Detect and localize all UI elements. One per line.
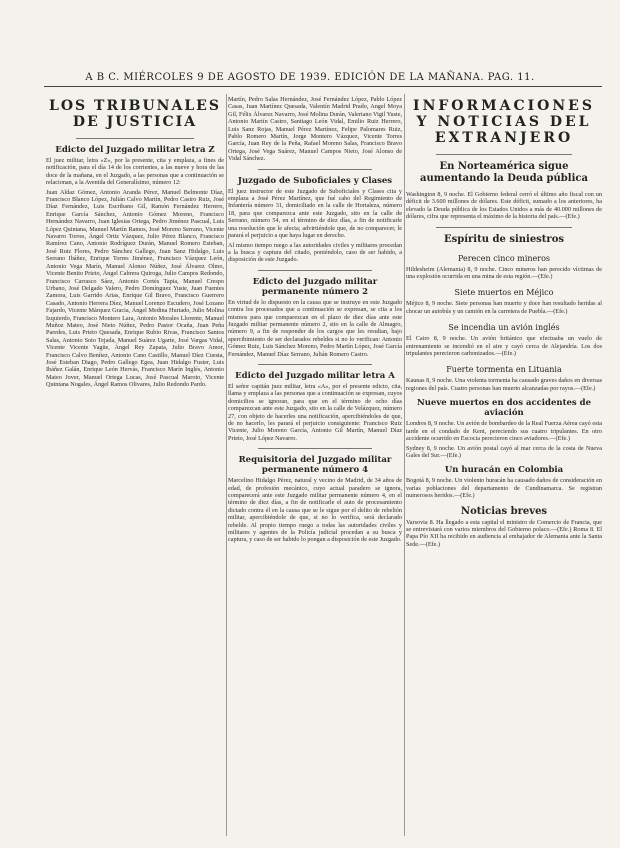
article-body: Martín, Pedro Salas Hernández, José Fernández López, Pablo López Casas, Juan Martínez Quesada, Valentín Madrid Prado, Angel Moya Gil, Félix Álvarez Navarro, José Molina Durán, Valeriano Vigil Yuste, Antonio Martín Castro, Santiago León Vidal, Emilio Ruiz Herrero, Luis Sanz Rojas, Manuel Pérez Martínez, Felipe Palomares Ruiz, Pablo Romero Martín, Jorge Montero Vázquez, Vicente Torres García, Juan Rey de la Peña, Rafael Moreno Salas, Francisco Bravo Ortega, José Vega Suárez, Manuel Campos Nieto, José Alonso de Vidal Sánchez.: [228, 96, 402, 163]
section-headline: LOS TRIBUNALES DE JUSTICIA: [49, 98, 221, 130]
article-body: En virtud de lo dispuesto en la causa que se instruye en este Juzgado contra los procesados que a continuación se expresan, se cita a los mismos para que comparezcan en el plazo de diez días ante este Juzgado militar permanente número 2, sito en la calle de Almagro, número 9, a fin de responder de los cargos que les resultan, bajo apercibimiento de ser declarados rebeldes si no lo verifican: Antonio Gómez Ruiz, Luis Sánchez Moreno, Pedro Martín López, José García Fernández, Manuel Díaz Serrano, Julián Romero Castro.: [228, 298, 402, 358]
running-head: A B C. MIÉRCOLES 9 DE AGOSTO DE 1939. EDICIÓN DE LA MAÑANA. PAG. 11.: [85, 72, 535, 83]
article-title: Noticias breves: [460, 505, 548, 517]
column-extranjero: [406, 96, 602, 838]
divider: [258, 448, 372, 449]
divider: [436, 154, 572, 155]
column-divider: [226, 94, 227, 836]
article-body: Washington 8, 9 noche. El Gobierno federal cerró el último año fiscal con un déficit de 3.600 millones de dólares. Este déficit, sumado a los anteriores, ha elevado la Deuda pública de los Estados Unidos a más de 40.000 millones de dólares, cifra que representa el máximo de la historia del país.—(Efe.): [406, 191, 602, 221]
article-title: En Norteamérica sigue aumentando la Deuda pública: [420, 161, 588, 184]
article-body: Varsovia 8. Ha llegado a esta capital el ministro de Comercio de Francia, que se entrevistará con varios miembros del Gobierno polaco.—(Efe.) Roma 8. El Papa Pío XII ha recibido en audiencia al embajador de Alemania ante la Santa Sede.—(Efe.): [406, 518, 602, 548]
article-body: Bogotá 8, 9 noche. Un violento huracán ha causado daños de consideración en varias poblaciones del departamento de Cundinamarca. Se registran numerosos heridos.—(Efe.): [406, 477, 602, 500]
article-title: Espíritu de siniestros: [444, 233, 564, 245]
article-body: El Cairo 8, 9 noche. Un avión británico que efectuaba un vuelo de entrenamiento se incendió en el aire y cayó cerca de Alejandría. Los dos tripulantes perecieron carbonizados.—(Efe.): [406, 335, 602, 358]
divider: [436, 227, 572, 228]
column-middle: [228, 96, 402, 838]
article-lead: El juez militar, letra «Z», por la presente, cita y emplaza, a fines de notificación, para el día 14 de los corrientes, a las nueve y hora de las doce de la mañana, en el Juzgado, a las personas que a continuación se relacionan, a la Avenida del Generalísimo, número 12:: [46, 157, 224, 187]
header-rule: [44, 86, 602, 87]
article-subtitle: Perecen cinco mineros: [457, 253, 551, 263]
article-body: Kaunas 8, 9 noche. Una violenta tormenta ha causado graves daños en diversas regiones del país. Cuatro personas han muerto alcanzadas por rayos.—(Efe.): [406, 377, 602, 392]
article-subtitle: Se incendia un avión inglés: [448, 323, 560, 333]
divider: [76, 138, 194, 139]
article-title: Edicto del Juzgado militar letra Z: [55, 145, 215, 155]
article-body: El juez instructor de este Juzgado de Suboficiales y Clases cita y emplaza a José Pérez Martínez, que fué cabo del Regimiento de Infantería número 31, domiciliado en la calle de Hortaleza, número 18, para que comparezca ante este Juzgado, sito en la calle de Serrano, número 54, en el término de diez días, a fin de notificarle una resolución que le afecta; advirtiéndole que, de no comparecer, le parará el perjuicio a que haya lugar en derecho.: [228, 187, 402, 240]
article-body: Al mismo tiempo ruego a las autoridades civiles y militares procedan a la busca y captura del citado, poniéndolo, caso de ser habido, a disposición de este Juzgado.: [228, 241, 402, 264]
article-title: Edicto del Juzgado militar letra A: [235, 370, 395, 381]
article-body: El señor capitán juez militar, letra «A», por el presente edicto, cita, llama y emplaza a las personas que a continuación se expresan, cuyos domicilios se ignoran, para que en el término de ocho días comparezcan ante este Juzgado, sito en la calle de Velázquez, número 27, con objeto de hacerles una notificación, apercibiéndoles de que, de no hacerlo, les parará el perjuicio consiguiente: Francisco Ruiz Vicente, Julio Moreno García, Antonio Gil Martín, Manuel Díaz Prieto, José López Navarro.: [228, 382, 402, 442]
article-title: Edicto del Juzgado militar permanente número 2: [252, 276, 378, 297]
article-body: Hildesheim (Alemania) 8, 9 noche. Cinco mineros han perecido víctimas de una explosión ocurrida en una mina de esta región.—(Efe.): [406, 265, 602, 281]
article-subtitle: Siete muertos en Méjico: [454, 288, 554, 298]
article-title: Nueve muertos en dos accidentes de aviación: [416, 398, 592, 419]
section-headline: INFORMACIONES Y NOTICIAS DEL EXTRANJERO: [413, 98, 595, 146]
article-title: Juzgado de Suboficiales y Clases: [237, 175, 393, 186]
article-body: Londres 8, 9 noche. Un avión de bombardeo de la Real Fuerza Aérea cayó esta tarde en el condado de Kent, pereciendo sus cuatro tripulantes. En otro accidente ocurrido en Escocia perecieron cinco aviadores.—(Efe.): [406, 420, 602, 443]
divider: [258, 364, 372, 365]
article-body: Marcelino Hidalgo Pérez, natural y vecino de Madrid, de 34 años de edad, de profesión mecánico, cuyo actual paradero se ignora, comparecerá ante este Juzgado militar permanente número 4, en el término de diez días, a fin de notificarle el auto de procesamiento dictado contra él en la causa que se le sigue por el delito de rebelión militar, apercibiéndole de que, si no lo verifica, será declarado rebelde. Al propio tiempo ruego a todas las autoridades civiles y militares y agentes de la Policía judicial procedan a su busca y captura, y caso de ser habido lo pongan a disposición de este Juzgado.: [228, 477, 402, 544]
article-body: Sydney 8, 9 noche. Un avión postal cayó al mar cerca de la costa de Nueva Gales del Sur.—(Efe.): [406, 444, 602, 459]
column-tribunales: [46, 96, 224, 838]
column-divider: [404, 94, 405, 836]
divider: [258, 270, 372, 271]
article-subtitle: Fuerte tormenta en Lituania: [446, 365, 562, 375]
article-body: Juan Aldaz Gómez, Antonio Aranda Pérez, Manuel Belmonte Díaz, Francisco Blanco López, Julián Calvo Martín, Pedro Castro Ruiz, José Díaz Fernández, Luis Escribano Gil, Ramón Fernández Herrero, Enrique García Sánchez, Antonio Gómez Moreno, Francisco Hernández Navarro, Juan Iglesias Ortega, Pedro Jiménez Pascual, Luis López Quintana, Manuel Martín Ramos, José Moreno Serrano, Vicente Navarro Torres, Ángel Ortiz Vázquez, Julio Pérez Blanco, Francisco Ramírez Cano, Antonio Rodríguez Durán, Manuel Romero Esteban, José Ruiz Flores, Pedro Sánchez Gallego, Juan Sanz Hidalgo, Luis Serrano Ibáñez, Enrique Torres Jiménez, Francisco Vázquez León, Antonio Vega Marín, Manuel Alonso Núñez, José Álvarez Olmo, Vicente Benito Prieto, Ángel Cabrera Quiroga, Julio Campos Redondo, Francisco Carrasco Sáez, Antonio Cortés Tapia, Manuel Crespo Urbano, José Delgado Valero, Pedro Domínguez Yuste, Juan Fuentes Zamora, Luis Garrido Arias, Enrique Gil Bravo, Francisco Guerrero Casado, Antonio Herrera Díez, Manuel Lorenzo Escudero, José Lozano Fajardo, Vicente Márquez Gracia, Ángel Medina Hurtado, Julio Molina Izquierdo, Francisco Montero Lara, Antonio Morales Llorente, Manuel Muñoz Mateo, José Nieto Núñez, Pedro Pastor Ocaña, Juan Peña Paredes, Luis Prieto Quesada, Enrique Rubio Rivas, Francisco Santos Salas, Antonio Soto Tejada, Manuel Suárez Ugarte, José Vargas Vidal, Vicente Vicente Yagüe, Ángel Rey Zapata, Julio Bravo Amor, Francisco Calvo Benítez, Antonio Cano Castillo, Manuel Díez Cuesta, José Esteban Diago, Pedro Gallego Egea, Juan Hidalgo Fuster, Luis Ibáñez Galán, Enrique León Hervás, Francisco Marín Inglés, Antonio Mateo Jover, Manuel Ortega Lucas, José Pascual Maroto, Vicente Quintana Nogales, Ángel Ramos Olivares, Julio Redondo Pardo.: [46, 188, 224, 389]
article-title: Un huracán en Colombia: [444, 465, 564, 476]
article-title: Requisitoria del Juzgado militar permanente número 4: [238, 455, 392, 476]
article-body: Méjico 8, 9 noche. Siete personas han muerto y doce han resultado heridas al chocar un autobús y un camión en la carretera de Puebla.—(Efe.): [406, 300, 602, 315]
divider: [258, 169, 372, 170]
